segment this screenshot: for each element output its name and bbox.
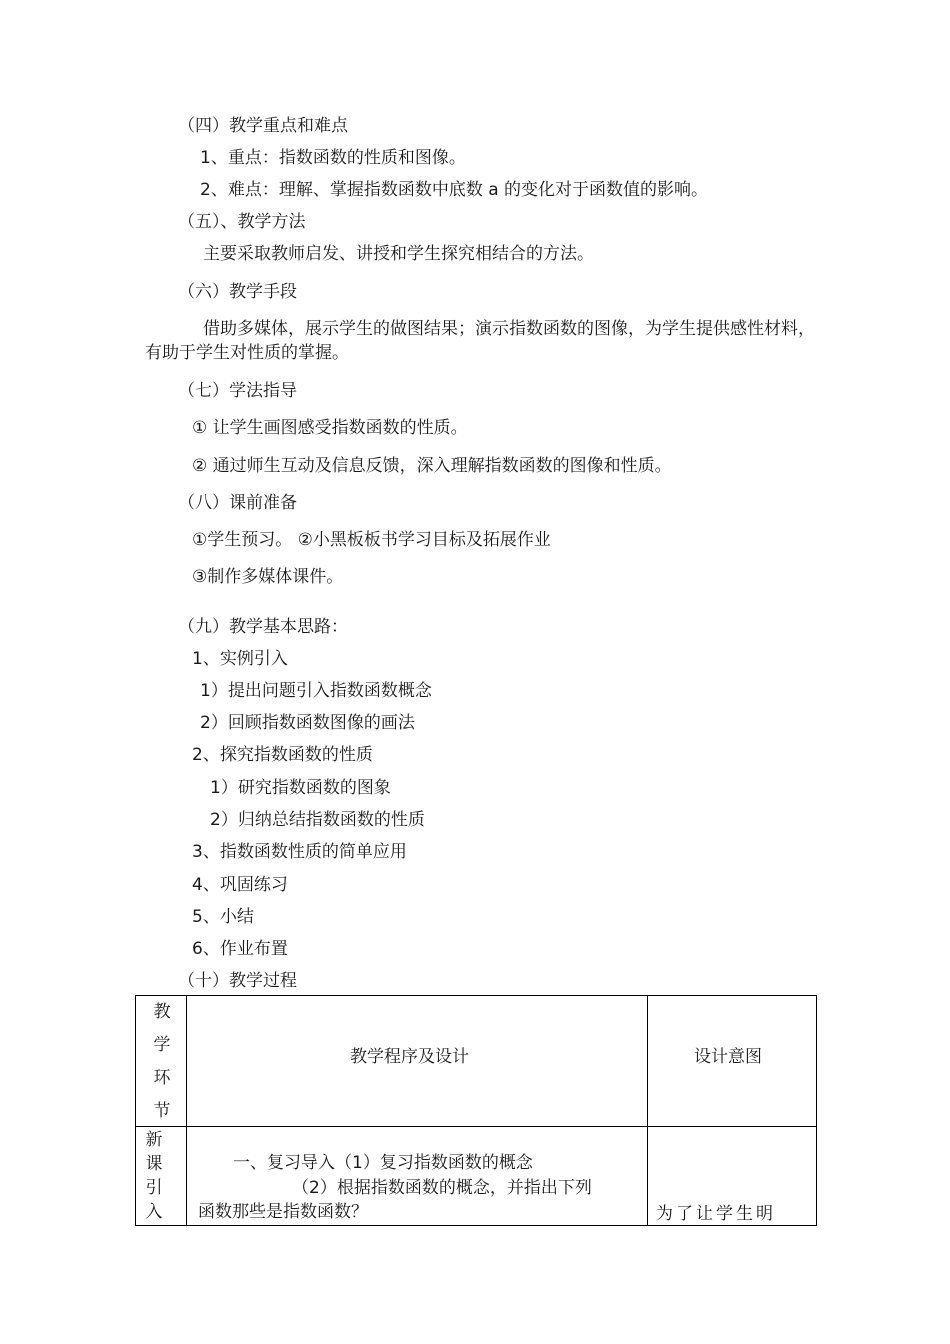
row-design-intent: 为了让学生明 [656, 1204, 776, 1224]
section-4-item-2: 2、难点：理解、掌握指数函数中底数 a 的变化对于函数值的影响。 [200, 180, 709, 200]
section-9-item-6: 6、作业布置 [192, 939, 288, 959]
section-9-item-2-2: 2）归纳总结指数函数的性质 [210, 810, 425, 830]
row-stage-char: 引 [145, 1178, 163, 1198]
section-7-heading: （七）学法指导 [178, 381, 297, 401]
header-stage-char: 环 [153, 1068, 171, 1088]
section-6-text: 借助多媒体，展示学生的做图结果；演示指数函数的图像，为学生提供感性材料，有助于学生对性质的掌握。 [145, 319, 815, 363]
row-program-line-1: 一、复习导入（1）复习指数函数的概念 [233, 1153, 533, 1173]
section-9-item-2-1: 1）研究指数函数的图象 [210, 778, 391, 798]
row-stage-char: 新 [145, 1130, 163, 1150]
section-5-text: 主要采取教师启发、讲授和学生探究相结合的方法。 [203, 244, 594, 264]
section-7-item-1: ① 让学生画图感受指数函数的性质。 [192, 418, 468, 438]
section-10-heading: （十）教学过程 [178, 971, 297, 991]
section-5-heading: （五）、教学方法 [178, 212, 306, 232]
section-9-item-3: 3、指数函数性质的简单应用 [192, 842, 407, 862]
row-stage-char: 入 [145, 1202, 163, 1222]
section-4-heading: （四）教学重点和难点 [178, 116, 348, 136]
header-stage-char: 教 [153, 1002, 171, 1022]
teaching-process-table [135, 995, 817, 1226]
section-9-item-4: 4、巩固练习 [192, 875, 288, 895]
table-row-divider [136, 1126, 816, 1127]
header-program-design: 教学程序及设计 [350, 1047, 469, 1067]
section-4-item-1: 1、重点：指数函数的性质和图像。 [200, 148, 466, 168]
section-9-item-1-1: 1）提出问题引入指数函数概念 [200, 681, 432, 701]
section-9-item-1-2: 2）回顾指数函数图像的画法 [200, 713, 415, 733]
section-9-item-2: 2、探究指数函数的性质 [192, 745, 373, 765]
row-program-line-3: 函数那些是指数函数？ [198, 1202, 368, 1222]
section-8-item-1: ①学生预习。 ②小黑板板书学习目标及拓展作业 [192, 530, 551, 550]
header-design-intent: 设计意图 [694, 1047, 762, 1067]
table-divider-1 [186, 996, 187, 1225]
section-8-item-2: ③制作多媒体课件。 [192, 567, 344, 587]
section-9-item-1: 1、实例引入 [192, 649, 288, 669]
section-9-item-5: 5、小结 [192, 907, 254, 927]
section-6-heading: （六）教学手段 [178, 282, 297, 302]
row-program-line-2: （2）根据指数函数的概念，并指出下列 [292, 1178, 592, 1198]
section-8-heading: （八）课前准备 [178, 493, 297, 513]
header-stage-char: 节 [153, 1101, 171, 1121]
section-7-item-2: ② 通过师生互动及信息反馈，深入理解指数函数的图像和性质。 [192, 456, 672, 476]
row-stage-char: 课 [145, 1154, 163, 1174]
table-divider-2 [647, 996, 648, 1225]
section-9-heading: （九）教学基本思路： [178, 617, 348, 637]
header-stage-char: 学 [153, 1035, 171, 1055]
